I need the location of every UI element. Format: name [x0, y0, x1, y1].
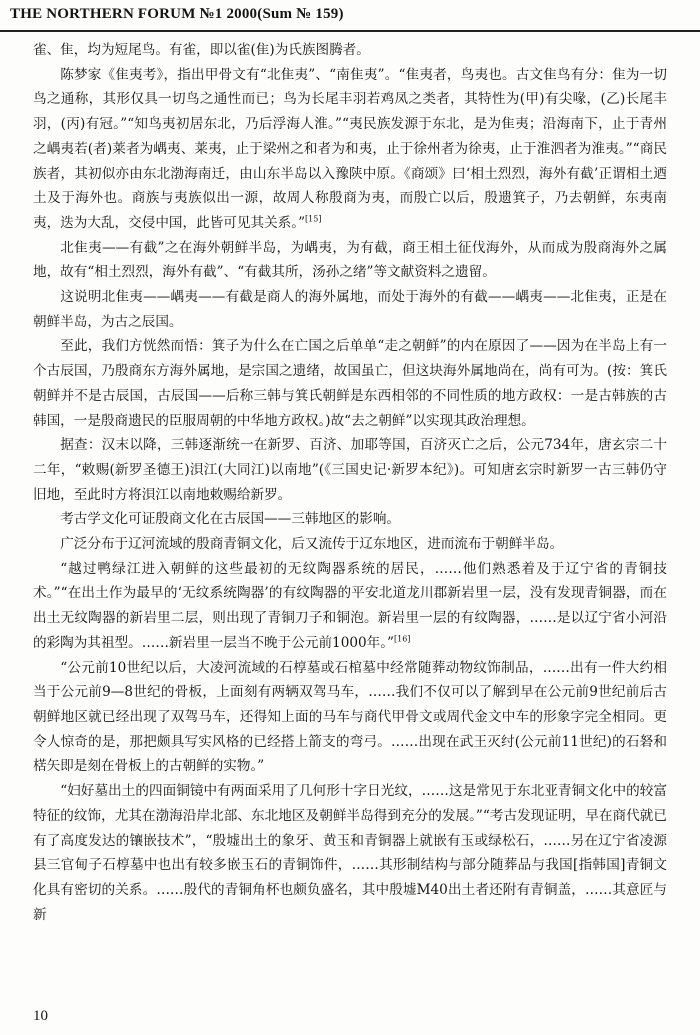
paragraph-text: 北隹夷——有截”之在海外朝鲜半岛，为嵎夷，为有截，商王相土征伐海外，从而成为殷商海外之属地，故有“相土烈烈，海外有截”、“有截其所，汤孙之绪”等文献资料之遗留。: [33, 239, 667, 281]
running-header: [0, 0, 700, 32]
paragraph: [33, 779, 667, 927]
paragraph-text: 考古学文化可证殷商文化在古辰国——三韩地区的影响。: [60, 511, 401, 528]
paragraph-text: “公元前10世纪以后，大凌河流域的石椁墓或石棺墓中经常随葬动物纹饰制品，……出有一件大约相当于公元前9—8世纪的骨板，上面刻有两辆双驾马车，……我们不仅可以了解到早在公元前9世纪前后古朝鲜地区就已经出现了双驾马车，还得知上面的马车与商代甲骨文或周代金文中车的形象字完全相同。更令人惊奇的是，那把颇具写实风格的已经搭上箭支的弯弓。……出现在武王灭纣(公元前11世纪)的石砮和楛矢即是刻在骨板上的古朝鲜的实物。”: [33, 659, 667, 775]
paragraph-text: 至此，我们方恍然而悟：箕子为什么在亡国之后单单“走之朝鲜”的内在原因了——因为在半岛上有一个古辰国，乃殷商东方海外属地，是宗国之遗绪，故国虽亡，但这块海外属地尚在，尚有可为。(按：箕氏朝鲜并不是古辰国，古辰国——后称三韩与箕氏朝鲜是东西相邻的不同性质的地方政权：一是古韩族的古韩国，一是殷商遗民的臣服周朝的中华地方政权。)故“去之朝鲜”以实现其政治理想。: [33, 338, 667, 429]
paragraph-text: 据查：汉末以降，三韩逐渐统一在新罗、百济、加耶等国，百济灭亡之后，公元734年，唐玄宗二十二年，“敕赐(新罗圣德王)浿江(大同江)以南地”(《三国史记·新罗本纪》)。可知唐玄宗时新罗一古三韩仍守旧地，至此时方将浿江以南地敕赐给新罗。: [33, 437, 667, 503]
paragraph-text: “妇好墓出土的四面铜镜中有两面采用了几何形十字日光纹，……这是常见于东北亚青铜文化中的较富特征的纹饰，尤其在渤海沿岸北部、东北地区及朝鲜半岛得到充分的发展。”“考古发现证明，早在商代就已有了高度发达的镶嵌技术”，“殷墟出土的象牙、黄玉和青铜器上就嵌有玉或绿松石，……另在辽宁省凌源县三官甸子石椁墓中也出有较多嵌玉石的青铜饰件，……其形制结构与部分随葬品与我国[指韩国]青铜文化具有密切的关系。……殷代的青铜角杯也颇负盛名，其中殷墟M40出土者还附有青铜盖，……其意匠与新: [33, 783, 667, 923]
paragraph: [33, 334, 667, 433]
paragraph: [33, 285, 667, 334]
paragraph: [33, 38, 667, 63]
paragraph: [33, 557, 667, 656]
paragraph: [33, 532, 667, 557]
page-number: 10: [33, 1008, 48, 1024]
paragraph: [33, 236, 667, 285]
paragraph-text: 这说明北隹夷——嵎夷——有截是商人的海外属地，而处于海外的有截——嵎夷——北隹夷，正是在朝鲜半岛，为古之辰国。: [33, 289, 667, 330]
article-body: [33, 38, 667, 927]
paragraph: [33, 656, 667, 780]
paragraph-text: 陈梦家《隹夷考》，指出甲骨文有“北隹夷”、“南隹夷”。“隹夷者，鸟夷也。古文隹鸟有分：隹为一切鸟之通称，其形仅具一切鸟之通性而已；鸟为长尾丰羽若鸡凤之类者，其特性为(甲)有尖喙，(乙)长尾丰羽，(丙)有冠。”“知鸟夷初居东北，乃后浮海人淮。”“夷民族发源于东北，是为隹夷；沿海南下，止于青州之嵎夷若(者)莱者为嵎夷、莱夷，止于梁州之和者为和夷，止于徐州者为徐夷，止于淮泗者为淮夷。”“商民族者，其初似亦由东北渤海南迁，由山东半岛以入豫陕中原。《商颂》曰‘相土烈烈，海外有截’正谓相土迺土及于海外也。商族与夷族似出一源，故周人称殷商为夷，而殷亡以后，殷遗箕子，乃去朝鲜，东夷南夷，迭为大乱，交侵中国，此皆可见其关系。”: [33, 66, 667, 231]
footnote-reference: [16]: [394, 634, 411, 644]
paragraph: [33, 63, 667, 236]
paragraph: [33, 433, 667, 507]
paragraph: [33, 507, 667, 532]
footnote-reference: [15]: [305, 214, 322, 224]
paragraph-text: 广泛分布于辽河流域的殷商青铜文化，后又流传于辽东地区，进而流布于朝鲜半岛。: [60, 536, 564, 553]
journal-header-title: THE NORTHERN FORUM №1 2000(Sum № 159): [10, 6, 344, 22]
paragraph-text: “越过鸭绿江进入朝鲜的这些最初的无纹陶器系统的居民，……他们熟悉着及于辽宁省的青铜技术。”“在出土作为最早的‘无纹系统陶器’的有纹陶器的平安北道龙川郡新岩里一层，没有发现青铜器，而在出土无纹陶器的新岩里二层，则出现了青铜刀子和铜泡。新岩里一层的有纹陶器，……是以辽宁省小河沿的彩陶为其祖型。……新岩里一层当不晚于公元前1000年。”: [33, 560, 667, 651]
paragraph-text: 雀、隹，均为短尾鸟。有雀，即以雀(隹)为氏族图腾者。: [33, 42, 370, 58]
